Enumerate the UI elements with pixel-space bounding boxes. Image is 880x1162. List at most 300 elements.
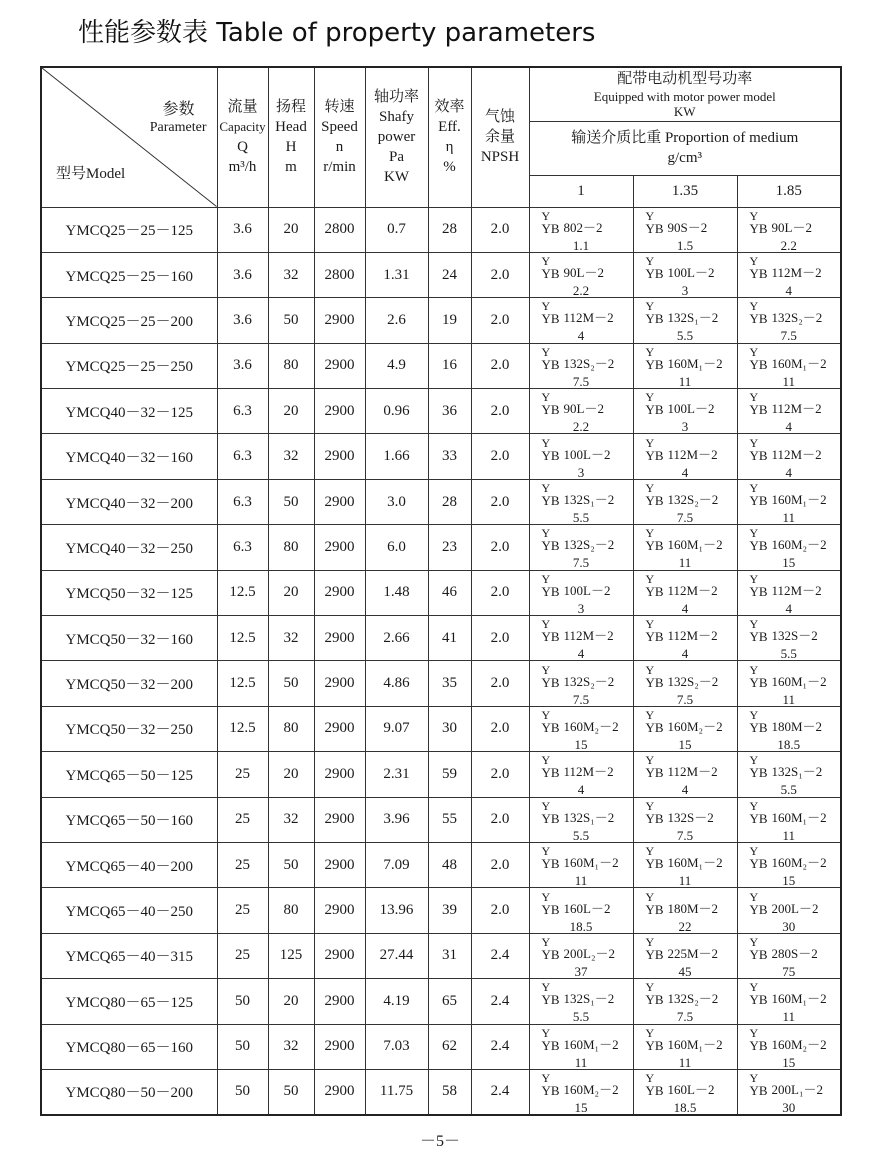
capacity-cell: 50 — [217, 1069, 268, 1115]
table-row — [41, 842, 841, 887]
motor-prefix-y: Y — [749, 435, 759, 450]
model-cell: YMCQ80－65－125 — [41, 979, 217, 1024]
motor-model: 100L－2 — [667, 401, 715, 417]
speed-cell: 2900 — [314, 706, 365, 751]
capacity-cell: 25 — [217, 752, 268, 797]
motor-model: 160M₁－2 — [667, 537, 723, 553]
motor-cell — [529, 933, 633, 978]
speed-cell: 2800 — [314, 207, 365, 252]
motor-cell — [633, 616, 737, 661]
model-cell: YMCQ65－40－250 — [41, 888, 217, 933]
motor-prefix-y: Y — [749, 889, 759, 904]
motor-prefix-yb: YB — [541, 493, 560, 509]
motor-model: 802－2 — [563, 219, 603, 235]
motor-prefix-yb: YB — [749, 447, 768, 463]
efficiency-cell: 19 — [428, 298, 471, 343]
motor-model: 112M－2 — [667, 628, 718, 644]
motor-prefix-yb: YB — [541, 266, 560, 282]
motor-prefix-yb: YB — [645, 674, 664, 690]
motor-power: 4 — [681, 646, 689, 661]
speed-cell: 2900 — [314, 888, 365, 933]
efficiency-cell: 58 — [428, 1069, 471, 1115]
motor-model: 200L₂－2 — [563, 945, 615, 961]
efficiency-cell: 28 — [428, 479, 471, 524]
motor-cell — [633, 207, 737, 252]
head-cell: 50 — [268, 661, 314, 706]
motor-prefix-y: Y — [749, 526, 759, 541]
table-row — [41, 616, 841, 661]
model-cell: YMCQ50－32－160 — [41, 616, 217, 661]
motor-power: 11 — [574, 1054, 588, 1070]
motor-power: 11 — [782, 1009, 796, 1025]
table-row — [41, 570, 841, 615]
npsh-cell: 2.0 — [471, 525, 529, 570]
table-row — [41, 389, 841, 434]
model-cell: YMCQ50－32－200 — [41, 661, 217, 706]
motor-cell — [737, 434, 841, 479]
motor-prefix-y: Y — [645, 707, 655, 722]
motor-model: 90S－2 — [667, 219, 708, 235]
npsh-cell: 2.4 — [471, 933, 529, 978]
motor-prefix-y: Y — [645, 481, 655, 496]
motor-prefix-y: Y — [541, 889, 551, 904]
motor-prefix-y: Y — [749, 254, 759, 269]
motor-power: 4 — [785, 419, 792, 434]
motor-prefix-y: Y — [645, 390, 655, 405]
motor-cell — [529, 842, 633, 887]
motor-cell — [737, 207, 841, 252]
motor-power: 4 — [577, 646, 585, 661]
motor-model: 132S₁－2 — [667, 310, 719, 326]
motor-prefix-y: Y — [749, 1070, 759, 1085]
motor-cell — [737, 706, 841, 751]
table-row — [41, 888, 841, 933]
motor-prefix-yb: YB — [541, 765, 560, 781]
motor-cell — [737, 389, 841, 434]
motor-power: 18.5 — [777, 736, 801, 752]
motor-model: 100L－2 — [563, 582, 611, 598]
efficiency-cell: 35 — [428, 661, 471, 706]
motor-model: 112M－2 — [771, 401, 822, 417]
npsh-cell: 2.0 — [471, 434, 529, 479]
motor-prefix-y: Y — [541, 934, 551, 949]
shaft-power-cell: 4.9 — [365, 343, 428, 388]
head-cell: 80 — [268, 343, 314, 388]
motor-prefix-yb: YB — [749, 583, 768, 599]
motor-prefix-y: Y — [541, 526, 551, 541]
motor-cell — [633, 1069, 737, 1115]
motor-prefix-yb: YB — [541, 946, 560, 962]
shaft-power-cell: 27.44 — [365, 933, 428, 978]
motor-power: 15 — [678, 736, 692, 752]
motor-prefix-y: Y — [541, 435, 551, 450]
motor-cell — [529, 752, 633, 797]
motor-model: 160M₂－2 — [771, 855, 827, 871]
motor-model: 132S－2 — [667, 809, 714, 825]
motor-prefix-yb: YB — [645, 356, 664, 372]
motor-prefix-yb: YB — [645, 810, 664, 826]
motor-prefix-y: Y — [749, 980, 759, 995]
motor-prefix-yb: YB — [541, 220, 560, 236]
npsh-cell: 2.0 — [471, 252, 529, 297]
motor-model: 90L－2 — [563, 265, 604, 281]
table-row — [41, 525, 841, 570]
motor-cell — [737, 298, 841, 343]
motor-model: 132S₁－2 — [563, 492, 615, 508]
motor-cell — [633, 706, 737, 751]
head-cell: 20 — [268, 389, 314, 434]
head-cell: 80 — [268, 888, 314, 933]
motor-prefix-y: Y — [541, 390, 551, 405]
speed-cell: 2900 — [314, 343, 365, 388]
model-cell: YMCQ25－25－250 — [41, 343, 217, 388]
shaft-power-header: 轴功率 Shafy power Pa KW — [365, 67, 428, 207]
motor-model: 112M－2 — [667, 582, 718, 598]
motor-cell — [529, 389, 633, 434]
motor-prefix-y: Y — [541, 662, 551, 677]
motor-prefix-y: Y — [645, 889, 655, 904]
motor-prefix-yb: YB — [541, 538, 560, 554]
motor-prefix-yb: YB — [645, 901, 664, 917]
motor-prefix-y: Y — [645, 299, 655, 314]
speed-cell: 2900 — [314, 1024, 365, 1069]
motor-prefix-yb: YB — [645, 992, 664, 1008]
motor-power: 22 — [678, 918, 692, 934]
motor-prefix-y: Y — [749, 617, 759, 632]
table-row — [41, 706, 841, 751]
motor-power: 5.5 — [572, 827, 590, 843]
motor-prefix-y: Y — [749, 481, 759, 496]
motor-prefix-yb: YB — [645, 538, 664, 554]
head-cell: 32 — [268, 252, 314, 297]
motor-model: 160M₁－2 — [771, 673, 827, 689]
motor-cell — [737, 888, 841, 933]
motor-model: 160M₂－2 — [667, 718, 723, 734]
motor-prefix-y: Y — [749, 934, 759, 949]
motor-model: 132S₂－2 — [667, 492, 719, 508]
motor-power: 5.5 — [780, 782, 797, 798]
efficiency-cell: 55 — [428, 797, 471, 842]
parameter-en-label: Parameter — [149, 120, 207, 135]
capacity-cell: 3.6 — [217, 207, 268, 252]
motor-prefix-yb: YB — [541, 356, 560, 372]
motor-power: 4 — [785, 283, 792, 298]
motor-prefix-yb: YB — [749, 810, 768, 826]
speed-cell: 2900 — [314, 616, 365, 661]
motor-power: 7.5 — [676, 1009, 694, 1025]
efficiency-cell: 24 — [428, 252, 471, 297]
motor-model: 160M₂－2 — [563, 1081, 619, 1097]
motor-cell — [633, 752, 737, 797]
motor-power: 11 — [678, 1054, 692, 1070]
motor-cell — [529, 661, 633, 706]
motor-cell — [529, 343, 633, 388]
motor-power: 2.2 — [780, 237, 797, 253]
motor-power: 15 — [574, 736, 588, 752]
motor-model: 132S₂－2 — [563, 673, 615, 689]
motor-model: 112M－2 — [667, 446, 718, 462]
npsh-cell: 2.0 — [471, 343, 529, 388]
npsh-cell: 2.0 — [471, 797, 529, 842]
motor-power: 4 — [577, 782, 585, 798]
motor-prefix-y: Y — [645, 798, 655, 813]
motor-prefix-y: Y — [541, 254, 551, 269]
shaft-power-cell: 2.6 — [365, 298, 428, 343]
speed-cell: 2900 — [314, 752, 365, 797]
motor-power: 30 — [782, 1099, 796, 1115]
motor-cell — [529, 570, 633, 615]
motor-model: 132S₂－2 — [563, 537, 615, 553]
motor-model: 100L－2 — [667, 265, 715, 281]
motor-prefix-yb: YB — [749, 356, 768, 372]
motor-model: 112M－2 — [771, 265, 822, 281]
shaft-power-cell: 0.96 — [365, 389, 428, 434]
shaft-power-cell: 3.96 — [365, 797, 428, 842]
speed-cell: 2900 — [314, 661, 365, 706]
motor-prefix-y: Y — [645, 1025, 655, 1040]
motor-model: 160M₁－2 — [667, 1036, 723, 1052]
capacity-cell: 12.5 — [217, 570, 268, 615]
table-row — [41, 1069, 841, 1115]
motor-prefix-y: Y — [645, 344, 655, 359]
motor-power: 5.5 — [780, 646, 797, 661]
model-cell: YMCQ40－32－250 — [41, 525, 217, 570]
head-cell: 32 — [268, 797, 314, 842]
table-row — [41, 343, 841, 388]
npsh-cell: 2.0 — [471, 752, 529, 797]
shaft-power-cell: 2.31 — [365, 752, 428, 797]
motor-power: 18.5 — [569, 918, 593, 934]
model-cell: YMCQ40－32－160 — [41, 434, 217, 479]
motor-prefix-yb: YB — [541, 719, 560, 735]
motor-power: 4 — [681, 464, 689, 480]
motor-cell — [529, 525, 633, 570]
motor-power: 15 — [574, 1099, 588, 1115]
motor-prefix-yb: YB — [749, 901, 768, 917]
motor-prefix-yb: YB — [541, 583, 560, 599]
motor-prefix-yb: YB — [749, 538, 768, 554]
motor-prefix-y: Y — [749, 798, 759, 813]
motor-cell — [737, 842, 841, 887]
motor-cell — [529, 434, 633, 479]
motor-power: 4 — [681, 600, 689, 616]
motor-prefix-yb: YB — [645, 266, 664, 282]
npsh-cell: 2.0 — [471, 389, 529, 434]
speed-cell: 2900 — [314, 933, 365, 978]
model-cell: YMCQ65－40－200 — [41, 842, 217, 887]
motor-power: 5.5 — [572, 510, 590, 525]
motor-prefix-y: Y — [541, 208, 551, 223]
motor-cell — [737, 661, 841, 706]
motor-prefix-y: Y — [541, 571, 551, 586]
property-parameters-table — [40, 66, 842, 1116]
motor-prefix-y: Y — [541, 481, 551, 496]
motor-prefix-yb: YB — [749, 493, 768, 509]
motor-prefix-yb: YB — [749, 1082, 768, 1098]
shaft-power-cell: 1.31 — [365, 252, 428, 297]
motor-power: 7.5 — [572, 373, 590, 389]
motor-power: 4 — [785, 600, 792, 616]
motor-cell — [737, 252, 841, 297]
header-row-1 — [41, 67, 841, 121]
motor-prefix-yb: YB — [541, 402, 560, 418]
motor-cell — [737, 343, 841, 388]
motor-prefix-yb: YB — [645, 311, 664, 327]
motor-prefix-y: Y — [749, 844, 759, 859]
motor-prefix-y: Y — [541, 1070, 551, 1085]
motor-prefix-y: Y — [645, 254, 655, 269]
motor-power: 11 — [782, 510, 796, 525]
motor-power: 5.5 — [572, 1009, 590, 1025]
model-cell: YMCQ50－32－250 — [41, 706, 217, 751]
motor-power: 18.5 — [673, 1099, 697, 1115]
motor-model: 160M₁－2 — [771, 492, 827, 508]
motor-power: 1.5 — [676, 237, 694, 253]
motor-power: 11 — [782, 691, 796, 707]
shaft-power-cell: 1.66 — [365, 434, 428, 479]
model-cell: YMCQ65－50－125 — [41, 752, 217, 797]
speed-cell: 2900 — [314, 298, 365, 343]
motor-power: 4 — [785, 464, 792, 480]
speed-header: 转速 Speed n r/min — [314, 67, 365, 207]
capacity-cell: 50 — [217, 1024, 268, 1069]
motor-model: 200L₁－2 — [771, 1081, 823, 1097]
motor-prefix-yb: YB — [749, 402, 768, 418]
shaft-power-cell: 4.86 — [365, 661, 428, 706]
motor-power: 7.5 — [572, 691, 590, 707]
capacity-cell: 25 — [217, 933, 268, 978]
model-cell: YMCQ40－32－200 — [41, 479, 217, 524]
motor-prefix-yb: YB — [541, 311, 560, 327]
motor-prefix-y: Y — [749, 208, 759, 223]
motor-prefix-y: Y — [645, 934, 655, 949]
motor-model: 132S₂－2 — [667, 673, 719, 689]
motor-prefix-yb: YB — [645, 856, 664, 872]
motor-prefix-y: Y — [541, 844, 551, 859]
shaft-power-cell: 4.19 — [365, 979, 428, 1024]
motor-cell — [737, 1024, 841, 1069]
motor-prefix-yb: YB — [541, 629, 560, 645]
motor-cell — [529, 479, 633, 524]
motor-power: 3 — [681, 419, 689, 434]
motor-power: 5.5 — [676, 328, 694, 344]
motor-prefix-yb: YB — [749, 311, 768, 327]
motor-model: 225M－2 — [667, 945, 719, 961]
capacity-cell: 25 — [217, 888, 268, 933]
table-row — [41, 434, 841, 479]
head-cell: 50 — [268, 842, 314, 887]
motor-model: 180M－2 — [667, 900, 719, 916]
motor-power: 37 — [574, 963, 588, 979]
parameter-model-corner-cell — [41, 67, 217, 207]
motor-prefix-yb: YB — [749, 856, 768, 872]
npsh-cell: 2.0 — [471, 706, 529, 751]
motor-prefix-y: Y — [645, 662, 655, 677]
motor-prefix-y: Y — [541, 617, 551, 632]
motor-power: 11 — [782, 373, 796, 389]
density-1-header: 1 — [529, 175, 633, 207]
motor-model: 112M－2 — [771, 582, 822, 598]
motor-prefix-y: Y — [749, 344, 759, 359]
shaft-power-cell: 2.66 — [365, 616, 428, 661]
capacity-cell: 3.6 — [217, 252, 268, 297]
motor-cell — [633, 661, 737, 706]
head-cell: 80 — [268, 706, 314, 751]
motor-model: 160M₁－2 — [771, 355, 827, 371]
motor-power: 2.2 — [572, 419, 590, 434]
capacity-cell: 3.6 — [217, 298, 268, 343]
table-row — [41, 479, 841, 524]
page-title: 性能参数表 Table of property parameters — [78, 18, 596, 48]
motor-power: 7.5 — [572, 555, 590, 571]
head-cell: 125 — [268, 933, 314, 978]
shaft-power-cell: 7.09 — [365, 842, 428, 887]
motor-prefix-yb: YB — [749, 946, 768, 962]
motor-cell — [529, 207, 633, 252]
efficiency-cell: 41 — [428, 616, 471, 661]
motor-prefix-y: Y — [645, 753, 655, 768]
npsh-cell: 2.0 — [471, 661, 529, 706]
motor-prefix-yb: YB — [645, 493, 664, 509]
motor-model: 180M－2 — [771, 718, 823, 734]
speed-cell: 2800 — [314, 252, 365, 297]
efficiency-cell: 31 — [428, 933, 471, 978]
model-cell: YMCQ80－65－160 — [41, 1024, 217, 1069]
motor-model: 280S－2 — [771, 945, 818, 961]
table-row — [41, 752, 841, 797]
speed-cell: 2900 — [314, 570, 365, 615]
model-cell: YMCQ65－40－315 — [41, 933, 217, 978]
motor-prefix-y: Y — [541, 344, 551, 359]
model-cell: YMCQ25－25－125 — [41, 207, 217, 252]
motor-prefix-y: Y — [645, 980, 655, 995]
motor-model: 112M－2 — [563, 310, 614, 326]
npsh-cell: 2.0 — [471, 298, 529, 343]
motor-power: 15 — [782, 555, 796, 571]
efficiency-cell: 62 — [428, 1024, 471, 1069]
efficiency-cell: 33 — [428, 434, 471, 479]
motor-model: 132S₂－2 — [563, 355, 615, 371]
motor-power: 3 — [577, 600, 585, 616]
table-row — [41, 207, 841, 252]
motor-model: 160M₁－2 — [563, 1036, 619, 1052]
motor-prefix-yb: YB — [645, 765, 664, 781]
motor-model: 160M₂－2 — [771, 1036, 827, 1052]
motor-prefix-y: Y — [749, 707, 759, 722]
motor-prefix-yb: YB — [749, 629, 768, 645]
head-cell: 80 — [268, 525, 314, 570]
model-label: 型号Model — [56, 166, 126, 182]
motor-prefix-yb: YB — [541, 856, 560, 872]
table-row — [41, 298, 841, 343]
motor-prefix-yb: YB — [749, 220, 768, 236]
motor-model: 132S₁－2 — [771, 764, 823, 780]
motor-model: 160M₁－2 — [563, 855, 619, 871]
motor-model: 112M－2 — [771, 446, 822, 462]
motor-prefix-yb: YB — [645, 583, 664, 599]
efficiency-cell: 30 — [428, 706, 471, 751]
shaft-power-cell: 0.7 — [365, 207, 428, 252]
efficiency-cell: 46 — [428, 570, 471, 615]
motor-prefix-yb: YB — [645, 402, 664, 418]
shaft-power-cell: 6.0 — [365, 525, 428, 570]
speed-cell: 2900 — [314, 389, 365, 434]
motor-model: 112M－2 — [563, 628, 614, 644]
capacity-cell: 25 — [217, 842, 268, 887]
head-cell: 50 — [268, 298, 314, 343]
motor-model: 112M－2 — [563, 764, 614, 780]
diagonal-divider — [42, 68, 217, 207]
